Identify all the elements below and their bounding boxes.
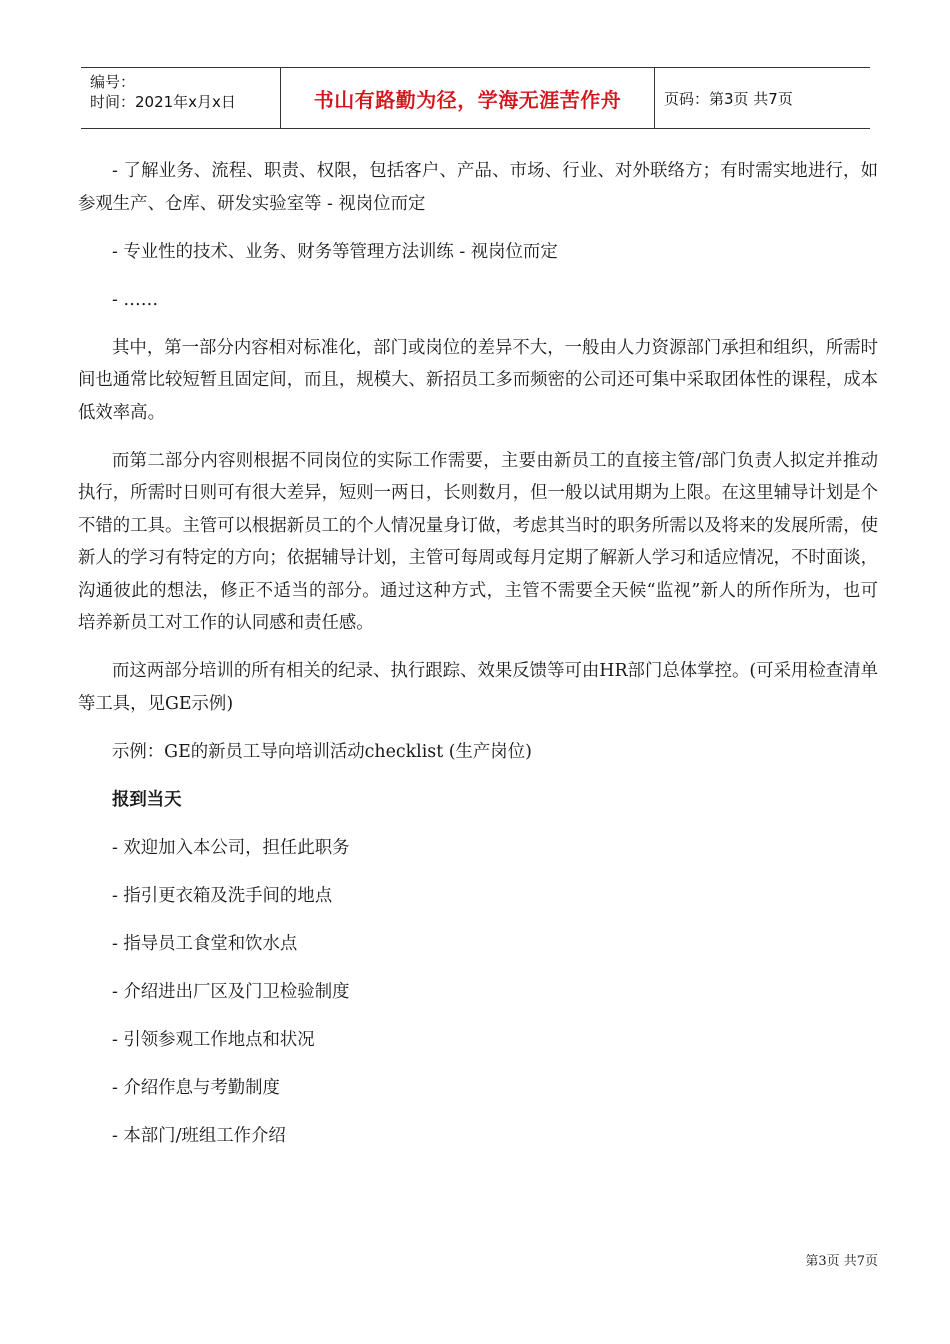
- section-heading: 报到当天: [112, 789, 182, 810]
- paragraph-understand-business: - 了解业务、流程、职责、权限，包括客户、产品、市场、行业、对外联络方；有时需实地进行，如参观生产、仓库、研发实验室等 - 视岗位而定: [78, 161, 878, 214]
- list-item: - 欢迎加入本公司，担任此职务: [112, 837, 350, 858]
- header-page-info: 页码：第3页 共7页: [664, 89, 793, 108]
- paragraph-hr-control: 而这两部分培训的所有相关的纪录、执行跟踪、效果反馈等可由HR部门总体掌控。(可采用检查清单等工具，见GE示例): [78, 661, 878, 714]
- paragraph-part-one: 其中，第一部分内容相对标准化，部门或岗位的差异不大，一般由人力资源部门承担和组织，所需时间也通常比较短暂且固定间，而且，规模大、新招员工多而频密的公司还可集中采取团体性的课程，成本低效率高。: [78, 337, 878, 423]
- page-header: [81, 67, 870, 129]
- paragraph-ge-example: 示例：GE的新员工导向培训活动checklist (生产岗位): [112, 741, 532, 762]
- doc-number-label: 编号：: [90, 73, 136, 91]
- paragraph-part-two: 而第二部分内容则根据不同岗位的实际工作需要，主要由新员工的直接主管/部门负责人拟定并推动执行，所需时日则可有很大差异，短则一两日，长则数月，但一般以试用期为上限。在这里辅导计划是个不错的工具。主管可以根据新员工的个人情况量身订做，考虑其当时的职务所需以及将来的发展所需，使新人的学习有特定的方向；依据辅导计划，主管可每周或每月定期了解新人学习和适应情况，不时面谈，沟通彼此的想法，修正不适当的部分。通过这种方式，主管不需要全天候“监视”新人的所作所为，也可培养新员工对工作的认同感和责任感。: [78, 450, 878, 633]
- header-meta-cell: [81, 68, 281, 128]
- list-item: - 指引更衣箱及洗手间的地点: [112, 885, 333, 906]
- paragraph-ellipsis: - ……: [112, 289, 159, 310]
- document-body: [78, 155, 878, 1168]
- doc-time-label: 时间：2021年x月x日: [90, 93, 236, 111]
- list-item: - 介绍进出厂区及门卫检验制度: [112, 981, 350, 1002]
- list-item: - 指导员工食堂和饮水点: [112, 933, 298, 954]
- list-item: - 引领参观工作地点和状况: [112, 1029, 315, 1050]
- list-item: - 本部门/班组工作介绍: [112, 1125, 286, 1146]
- paragraph-professional-training: - 专业性的技术、业务、财务等管理方法训练 - 视岗位而定: [112, 241, 558, 262]
- page-footer-number: 第3页 共7页: [805, 1254, 878, 1269]
- list-item: - 介绍作息与考勤制度: [112, 1077, 280, 1098]
- header-motto: 书山有路勤为径，学海无涯苦作舟: [281, 68, 655, 128]
